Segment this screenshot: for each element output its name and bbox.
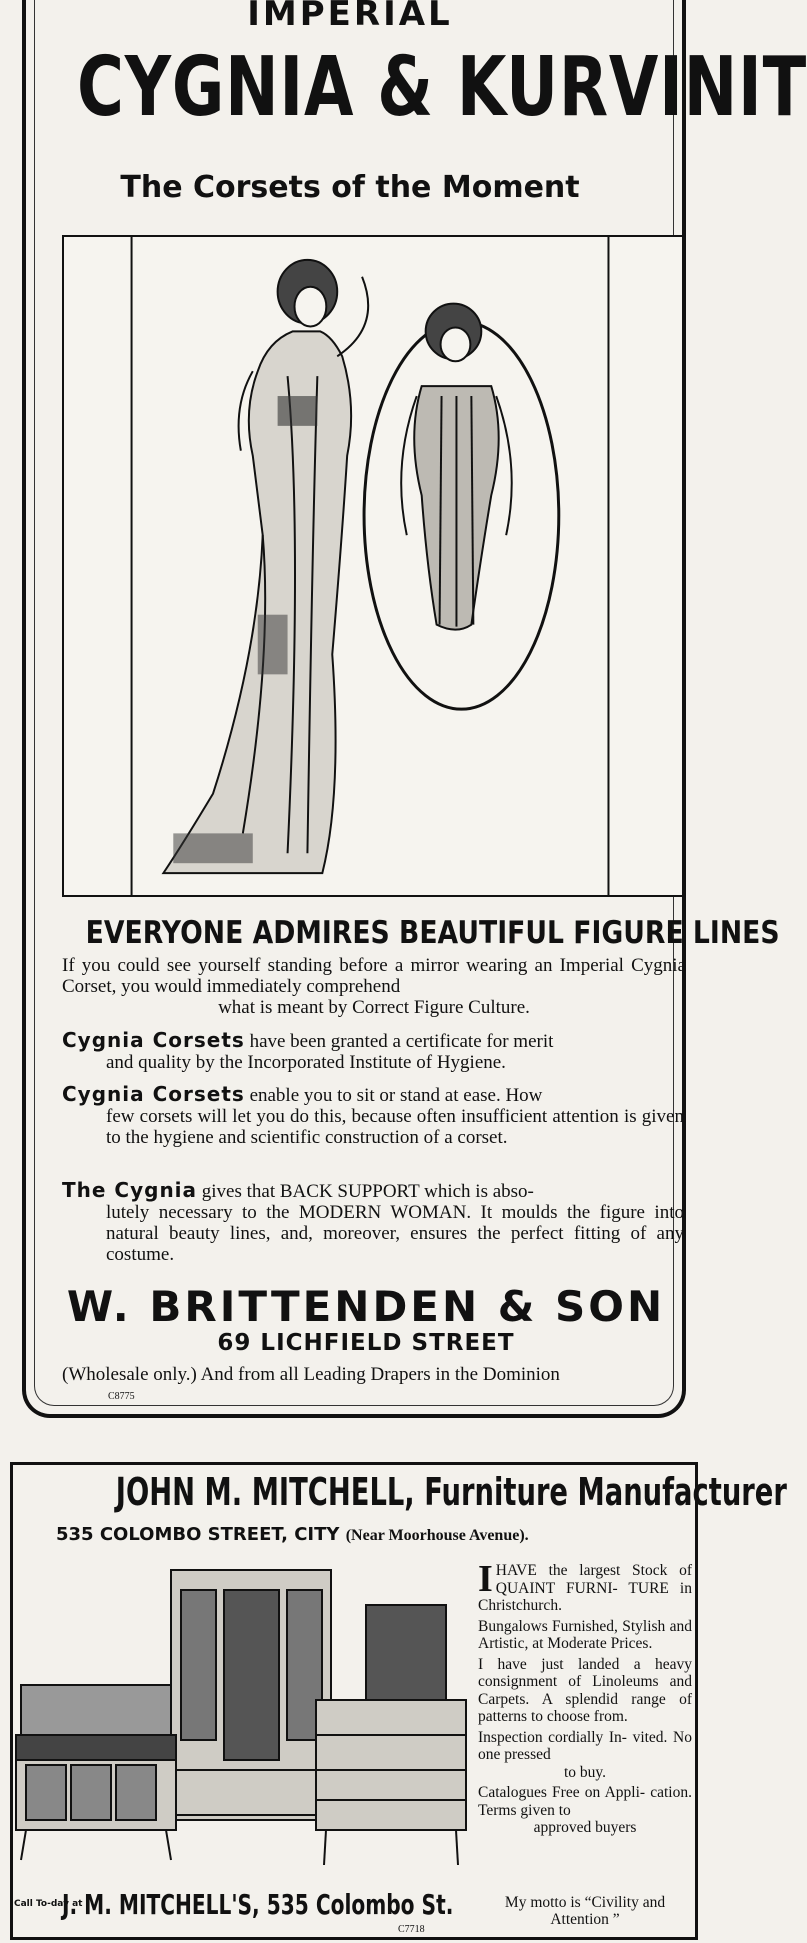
dropcap-letter: I	[478, 1558, 493, 1600]
corset-subhead: The Corsets of the Moment	[120, 170, 580, 205]
inspection-text-2: to buy.	[563, 1763, 607, 1781]
cygnia-text-3b: lutely necessary to the MODERN WOMAN. It moulds the figure into natural beauty lines, and, moreover, ensures the perfect fitting of any costume.	[106, 1202, 684, 1265]
inspection-text: Inspection cordially In- vited. No one pressed	[478, 1728, 692, 1763]
corset-illustration	[62, 235, 684, 897]
address-text: 535 COLOMBO STREET, CITY	[56, 1524, 340, 1545]
catalogue-text-2: approved buyers	[533, 1819, 637, 1836]
cygnia-text-2: enable you to sit or stand at ease. How	[249, 1085, 543, 1106]
cygnia-text-1: have been granted a certificate for merit	[249, 1031, 554, 1052]
ad-code-2: C7718	[398, 1924, 425, 1935]
cygnia-lead-3: The Cygnia	[62, 1178, 198, 1202]
mitchell-motto: My motto is “Civility and Attention ”	[504, 1894, 666, 1928]
mitchell-para-5	[478, 1784, 692, 1837]
cygnia-paragraph-3	[62, 1180, 684, 1265]
cygnia-paragraph-2	[62, 1084, 684, 1148]
mitchell-text-column	[478, 1558, 692, 1840]
cygnia-paragraph-1	[62, 1030, 684, 1073]
intro-text-1: If you could see yourself standing before a mirror wearing an Imperial Cygnia Corset, you would immediately comprehend	[62, 955, 686, 997]
cygnia-lead-1: Cygnia Corsets	[62, 1028, 245, 1052]
cygnia-lead-2: Cygnia Corsets	[62, 1082, 245, 1106]
catalogue-text: Catalogues Free on Appli- cation. Terms given to	[478, 1784, 692, 1819]
intro-paragraph	[62, 955, 686, 1018]
mitchell-para-4	[478, 1729, 692, 1782]
firm-street: 69 LICHFIELD STREET	[217, 1330, 515, 1356]
imperial-label: IMPERIAL	[247, 0, 453, 34]
corset-headline: CYGNIA & KURVINIT	[77, 40, 807, 135]
wholesale-note: (Wholesale only.) And from all Leading Drapers in the Dominion	[62, 1364, 560, 1385]
cygnia-text-3: gives that BACK SUPPORT which is abso-	[201, 1181, 534, 1202]
admires-heading: EVERYONE ADMIRES BEAUTIFUL FIGURE LINES	[85, 915, 780, 951]
call-today-big: J. M. MITCHELL'S, 535 Colombo St.	[62, 1888, 454, 1921]
cygnia-text-2b: few corsets will let you do this, because often insufficient attention is given to the hygiene and scientific construction of a corset.	[106, 1106, 684, 1148]
mitchell-title: JOHN M. MITCHELL, Furniture Manufacturer	[115, 1470, 787, 1514]
cygnia-text-1b: and quality by the Incorporated Institute of Hygiene.	[106, 1052, 506, 1073]
firm-name: W. BRITTENDEN & SON	[66, 1282, 666, 1331]
mitchell-para-3: I have just landed a heavy consignment of Linoleums and Carpets. A splendid range of patterns to choose from.	[478, 1655, 692, 1725]
stock-text: HAVE the largest Stock of QUAINT FURNI- TURE in Christchurch.	[478, 1562, 692, 1614]
near-text: (Near Moorhouse Avenue).	[345, 1527, 529, 1544]
call-today-small: Call To-day at	[14, 1899, 83, 1909]
mitchell-para-1	[478, 1558, 692, 1615]
mitchell-address	[56, 1524, 529, 1545]
mitchell-para-2: Bungalows Furnished, Stylish and Artistic, at Moderate Prices.	[478, 1617, 692, 1652]
intro-text-2: what is meant by Correct Figure Culture.	[218, 997, 530, 1018]
furniture-illustration	[6, 1560, 471, 1880]
ad-code-1: C8775	[108, 1391, 135, 1402]
